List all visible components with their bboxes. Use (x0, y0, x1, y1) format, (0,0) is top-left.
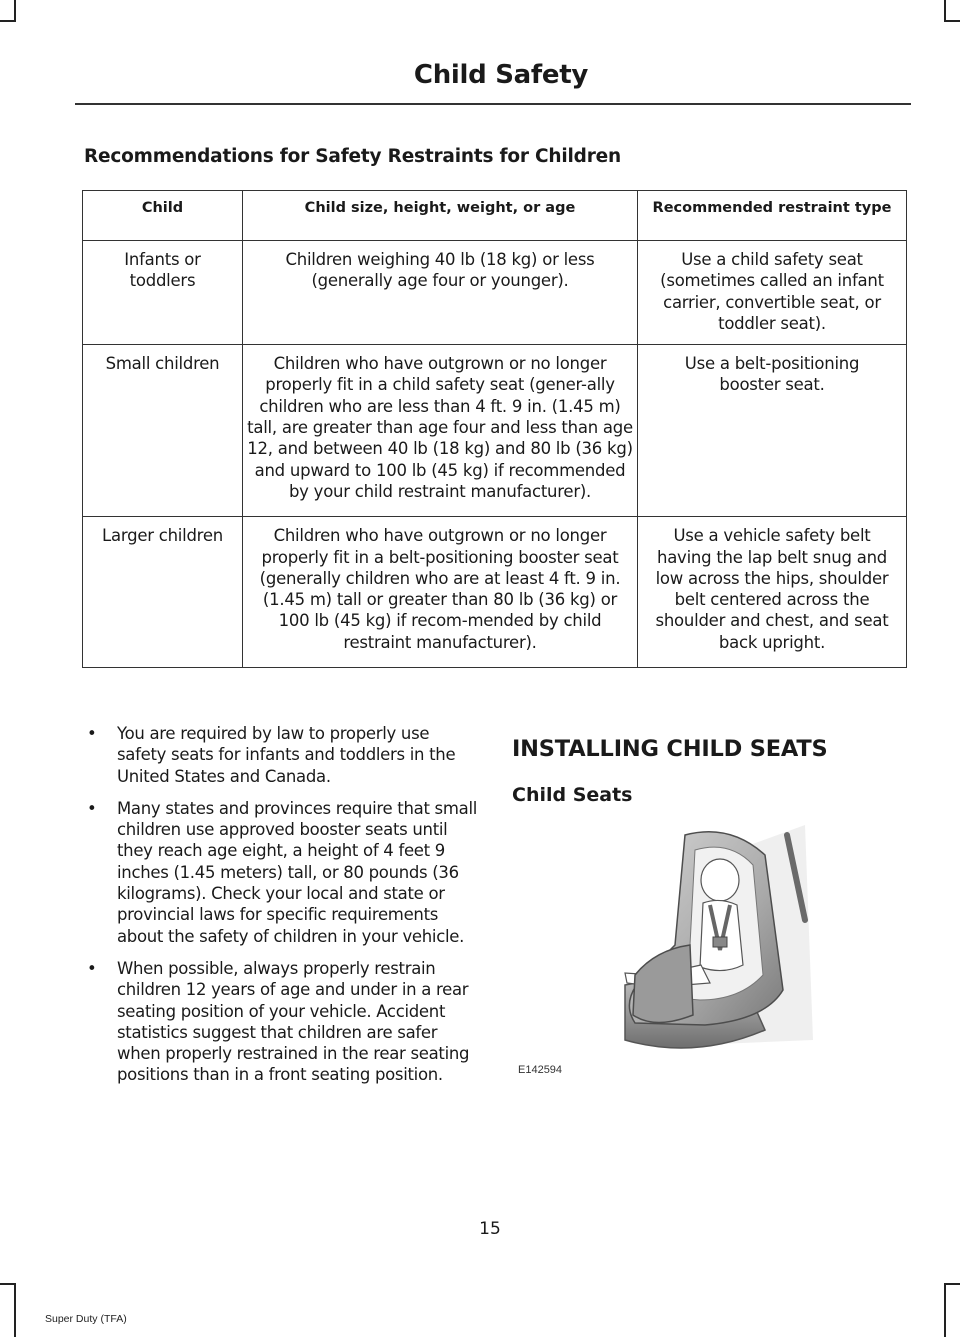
cell-restraint: Use a belt-positioning booster seat. (638, 345, 907, 517)
crop-mark (944, 20, 960, 22)
list-item (85, 798, 477, 947)
crop-mark (14, 1283, 16, 1337)
table-header-row (83, 191, 907, 241)
cell-size: Children who have outgrown or no longer properly fit in a child safety seat (gener-ally children who are less than 4 ft. 9 in. (1.45 m) tall, are greater than age four and less than age 12, and between 40 lb (18 kg) and 80 lb (36 kg) and upward to 100 lb (45 kg) if recommended by your child restraint manufacturer). (243, 345, 638, 517)
figure-id: E142594 (518, 1064, 563, 1076)
restraint-recommendations-table (82, 190, 907, 668)
cell-child: Small children (83, 345, 243, 517)
child-seats-subheading: Child Seats (512, 784, 633, 806)
crop-mark (944, 1283, 960, 1285)
table-row (83, 241, 907, 345)
table-row (83, 517, 907, 668)
list-item-text: You are required by law to properly use safety seats for infants and toddlers in the United States and Canada. (117, 724, 456, 786)
list-item-text: Many states and provinces require that small children use approved booster seats until they reach age eight, a height of 4 feet 9 inches (1.45 meters) tall, or 80 pounds (36 kilograms). Check your local and state or provincial laws for specific requirements about the safety of children in your vehicle. (117, 798, 478, 946)
column-header-child: Child (83, 191, 243, 241)
cell-restraint: Use a child safety seat (sometimes called an infant carrier, convertible seat, or toddler seat). (638, 241, 907, 345)
crop-mark (0, 20, 16, 22)
installing-heading: INSTALLING CHILD SEATS (512, 736, 828, 762)
list-item-text: When possible, always properly restrain children 12 years of age and under in a rear seating position of your vehicle. Accident statistics suggest that children are safer when properly restrained in the rear seating positions than in a front seating position. (117, 958, 470, 1085)
header-rule (75, 103, 911, 105)
list-item (85, 958, 477, 1086)
cell-size: Children weighing 40 lb (18 kg) or less (generally age four or younger). (243, 241, 638, 345)
table-row (83, 345, 907, 517)
table-heading: Recommendations for Safety Restraints for Children (84, 146, 621, 167)
bullet-marker: • (87, 724, 97, 743)
crop-mark (944, 0, 946, 22)
section-title: Child Safety (413, 60, 588, 90)
cell-restraint: Use a vehicle safety belt having the lap belt snug and low across the hips, shoulder belt centered across the shoulder and chest, and seat back upright. (638, 517, 907, 668)
bullet-marker: • (87, 798, 97, 818)
cell-size: Children who have outgrown or no longer properly fit in a belt-positioning booster seat (generally children who are at least 4 ft. 9 in. (1.45 m) tall or greater than 80 lb (36 kg) or 100 lb (45 kg) if recom-mended by child restraint manufacturer). (243, 517, 638, 668)
bullet-marker: • (87, 958, 97, 978)
footer-model: Super Duty (TFA) (45, 1313, 127, 1325)
crop-mark (944, 1283, 946, 1337)
column-header-size: Child size, height, weight, or age (243, 191, 638, 241)
crop-mark (14, 0, 16, 22)
child-seat-illustration (515, 825, 815, 1085)
cell-child: Infants or toddlers (83, 241, 243, 345)
page-number: 15 (479, 1219, 501, 1239)
column-header-restraint: Recommended restraint type (638, 191, 907, 241)
requirements-list (85, 723, 477, 1097)
cell-child: Larger children (83, 517, 243, 668)
crop-mark (0, 1283, 16, 1285)
list-item (85, 723, 477, 787)
